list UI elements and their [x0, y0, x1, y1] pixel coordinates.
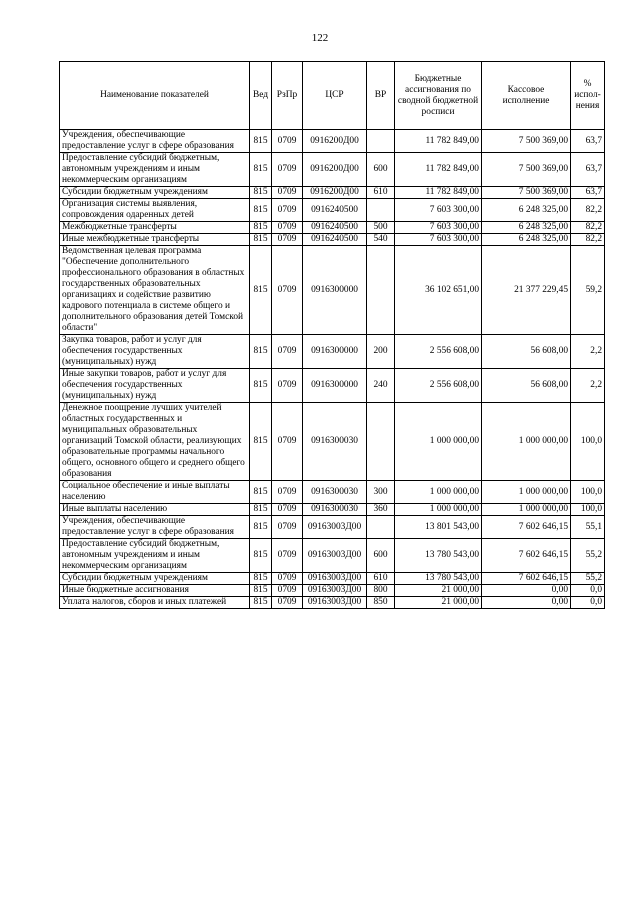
- cell-name: Учреждения, обеспечивающие предоставление услуг в сфере образования: [60, 516, 250, 539]
- table-row: [60, 222, 605, 234]
- cell-budget: 21 000,00: [395, 597, 482, 609]
- table-header-row: [60, 62, 605, 130]
- table-row: [60, 153, 605, 187]
- cell-rzpr: 0709: [272, 585, 303, 597]
- cell-budget: 7 603 300,00: [395, 199, 482, 222]
- cell-csr: 0916300030: [303, 403, 367, 481]
- cell-csr: 0916200Д00: [303, 187, 367, 199]
- cell-name: Субсидии бюджетным учреждениям: [60, 187, 250, 199]
- cell-name: Иные выплаты населению: [60, 504, 250, 516]
- cell-percent: 59,2: [571, 246, 605, 335]
- cell-name: Организация системы выявления, сопровождения одаренных детей: [60, 199, 250, 222]
- cell-csr: 0916300000: [303, 246, 367, 335]
- cell-percent: 82,2: [571, 199, 605, 222]
- cell-budget: 11 782 849,00: [395, 130, 482, 153]
- table-row: [60, 539, 605, 573]
- cell-ved: 815: [250, 403, 272, 481]
- cell-percent: 82,2: [571, 234, 605, 246]
- table-row: [60, 597, 605, 609]
- cell-name: Субсидии бюджетным учреждениям: [60, 573, 250, 585]
- cell-vr: 500: [367, 222, 395, 234]
- cell-rzpr: 0709: [272, 573, 303, 585]
- cell-cash: 1 000 000,00: [482, 403, 571, 481]
- cell-rzpr: 0709: [272, 335, 303, 369]
- cell-budget: 13 801 543,00: [395, 516, 482, 539]
- cell-percent: 55,2: [571, 539, 605, 573]
- cell-budget: 13 780 543,00: [395, 539, 482, 573]
- cell-csr: 0916300030: [303, 504, 367, 516]
- cell-csr: 09163003Д00: [303, 597, 367, 609]
- cell-name: Денежное поощрение лучших учителей областных государственных и муниципальных образовательных организаций Томской области, реализующих образовательные программы начального общего, основного общего и среднего общего образования: [60, 403, 250, 481]
- cell-rzpr: 0709: [272, 403, 303, 481]
- cell-ved: 815: [250, 335, 272, 369]
- cell-ved: 815: [250, 246, 272, 335]
- cell-budget: 1 000 000,00: [395, 481, 482, 504]
- cell-csr: 0916240500: [303, 234, 367, 246]
- table-row: [60, 369, 605, 403]
- cell-vr: 240: [367, 369, 395, 403]
- cell-rzpr: 0709: [272, 199, 303, 222]
- table-row: [60, 585, 605, 597]
- cell-ved: 815: [250, 222, 272, 234]
- budget-table: [59, 61, 605, 609]
- cell-cash: 6 248 325,00: [482, 234, 571, 246]
- cell-ved: 815: [250, 585, 272, 597]
- cell-rzpr: 0709: [272, 504, 303, 516]
- cell-vr: 850: [367, 597, 395, 609]
- cell-percent: 63,7: [571, 187, 605, 199]
- cell-name: Межбюджетные трансферты: [60, 222, 250, 234]
- cell-vr: 610: [367, 187, 395, 199]
- cell-cash: 7 602 646,15: [482, 539, 571, 573]
- cell-ved: 815: [250, 516, 272, 539]
- cell-percent: 100,0: [571, 504, 605, 516]
- cell-budget: 1 000 000,00: [395, 403, 482, 481]
- header-cash: Кассовое исполнение: [482, 62, 571, 130]
- cell-percent: 63,7: [571, 130, 605, 153]
- cell-name: Социальное обеспечение и иные выплаты населению: [60, 481, 250, 504]
- cell-cash: 0,00: [482, 585, 571, 597]
- cell-rzpr: 0709: [272, 234, 303, 246]
- cell-cash: 1 000 000,00: [482, 504, 571, 516]
- cell-percent: 55,2: [571, 573, 605, 585]
- cell-percent: 2,2: [571, 369, 605, 403]
- cell-rzpr: 0709: [272, 369, 303, 403]
- cell-cash: 7 602 646,15: [482, 516, 571, 539]
- cell-rzpr: 0709: [272, 130, 303, 153]
- cell-name: Уплата налогов, сборов и иных платежей: [60, 597, 250, 609]
- cell-vr: 600: [367, 539, 395, 573]
- table-row: [60, 481, 605, 504]
- table-row: [60, 130, 605, 153]
- table-row: [60, 246, 605, 335]
- cell-percent: 2,2: [571, 335, 605, 369]
- cell-rzpr: 0709: [272, 597, 303, 609]
- cell-vr: 200: [367, 335, 395, 369]
- cell-budget: 36 102 651,00: [395, 246, 482, 335]
- cell-csr: 0916200Д00: [303, 130, 367, 153]
- cell-csr: 0916300030: [303, 481, 367, 504]
- cell-budget: 2 556 608,00: [395, 369, 482, 403]
- cell-name: Иные закупки товаров, работ и услуг для обеспечения государственных (муниципальных) нужд: [60, 369, 250, 403]
- cell-csr: 09163003Д00: [303, 573, 367, 585]
- cell-vr: [367, 130, 395, 153]
- cell-cash: 6 248 325,00: [482, 199, 571, 222]
- cell-name: Предоставление субсидий бюджетным, автономным учреждениям и иным некоммерческим организациям: [60, 539, 250, 573]
- cell-ved: 815: [250, 234, 272, 246]
- cell-cash: 56 608,00: [482, 335, 571, 369]
- cell-percent: 0,0: [571, 597, 605, 609]
- cell-csr: 0916200Д00: [303, 153, 367, 187]
- cell-cash: 7 500 369,00: [482, 187, 571, 199]
- table-row: [60, 199, 605, 222]
- table-row: [60, 573, 605, 585]
- cell-name: Иные межбюджетные трансферты: [60, 234, 250, 246]
- cell-cash: 0,00: [482, 597, 571, 609]
- cell-vr: 540: [367, 234, 395, 246]
- cell-csr: 09163003Д00: [303, 585, 367, 597]
- cell-budget: 11 782 849,00: [395, 187, 482, 199]
- cell-rzpr: 0709: [272, 516, 303, 539]
- table-row: [60, 516, 605, 539]
- header-vr: ВР: [367, 62, 395, 130]
- cell-name: Закупка товаров, работ и услуг для обеспечения государственных (муниципальных) нужд: [60, 335, 250, 369]
- cell-percent: 0,0: [571, 585, 605, 597]
- cell-rzpr: 0709: [272, 187, 303, 199]
- cell-ved: 815: [250, 504, 272, 516]
- cell-cash: 21 377 229,45: [482, 246, 571, 335]
- cell-ved: 815: [250, 597, 272, 609]
- cell-ved: 815: [250, 187, 272, 199]
- cell-ved: 815: [250, 199, 272, 222]
- cell-vr: 360: [367, 504, 395, 516]
- cell-percent: 55,1: [571, 516, 605, 539]
- cell-percent: 100,0: [571, 403, 605, 481]
- table-row: [60, 504, 605, 516]
- cell-budget: 13 780 543,00: [395, 573, 482, 585]
- cell-cash: 1 000 000,00: [482, 481, 571, 504]
- cell-vr: [367, 516, 395, 539]
- cell-percent: 63,7: [571, 153, 605, 187]
- cell-ved: 815: [250, 130, 272, 153]
- cell-cash: 7 602 646,15: [482, 573, 571, 585]
- cell-percent: 100,0: [571, 481, 605, 504]
- cell-vr: [367, 199, 395, 222]
- cell-cash: 56 608,00: [482, 369, 571, 403]
- cell-budget: 1 000 000,00: [395, 504, 482, 516]
- cell-vr: [367, 246, 395, 335]
- cell-csr: 0916300000: [303, 369, 367, 403]
- table-row: [60, 234, 605, 246]
- table-row: [60, 187, 605, 199]
- cell-vr: 800: [367, 585, 395, 597]
- cell-name: Ведомственная целевая программа "Обеспечение дополнительного профессионального образования в областных государственных образовательных организациях и содействие развитию кадрового потенциала в системе общего и дополнительного образования детей Томской области": [60, 246, 250, 335]
- page-number: 122: [311, 32, 329, 44]
- table-row: [60, 403, 605, 481]
- cell-ved: 815: [250, 481, 272, 504]
- table-body: [60, 130, 605, 609]
- cell-ved: 815: [250, 369, 272, 403]
- cell-budget: 7 603 300,00: [395, 234, 482, 246]
- cell-csr: 0916240500: [303, 199, 367, 222]
- cell-cash: 7 500 369,00: [482, 153, 571, 187]
- cell-percent: 82,2: [571, 222, 605, 234]
- cell-budget: 7 603 300,00: [395, 222, 482, 234]
- cell-vr: 610: [367, 573, 395, 585]
- header-csr: ЦСР: [303, 62, 367, 130]
- cell-csr: 0916240500: [303, 222, 367, 234]
- header-ved: Вед: [250, 62, 272, 130]
- cell-budget: 11 782 849,00: [395, 153, 482, 187]
- cell-vr: 300: [367, 481, 395, 504]
- cell-name: Иные бюджетные ассигнования: [60, 585, 250, 597]
- cell-csr: 0916300000: [303, 335, 367, 369]
- cell-budget: 21 000,00: [395, 585, 482, 597]
- cell-vr: 600: [367, 153, 395, 187]
- cell-cash: 6 248 325,00: [482, 222, 571, 234]
- cell-rzpr: 0709: [272, 153, 303, 187]
- cell-name: Учреждения, обеспечивающие предоставление услуг в сфере образования: [60, 130, 250, 153]
- header-rzpr: РзПр: [272, 62, 303, 130]
- cell-rzpr: 0709: [272, 246, 303, 335]
- cell-ved: 815: [250, 153, 272, 187]
- cell-ved: 815: [250, 539, 272, 573]
- cell-budget: 2 556 608,00: [395, 335, 482, 369]
- cell-vr: [367, 403, 395, 481]
- table-row: [60, 335, 605, 369]
- cell-name: Предоставление субсидий бюджетным, автономным учреждениям и иным некоммерческим организациям: [60, 153, 250, 187]
- cell-cash: 7 500 369,00: [482, 130, 571, 153]
- cell-rzpr: 0709: [272, 481, 303, 504]
- header-budget: Бюджетные ассигнования по сводной бюджетной росписи: [395, 62, 482, 130]
- cell-csr: 09163003Д00: [303, 539, 367, 573]
- header-percent: % испол-нения: [571, 62, 605, 130]
- cell-rzpr: 0709: [272, 222, 303, 234]
- cell-ved: 815: [250, 573, 272, 585]
- cell-csr: 09163003Д00: [303, 516, 367, 539]
- cell-rzpr: 0709: [272, 539, 303, 573]
- header-name: Наименование показателей: [60, 62, 250, 130]
